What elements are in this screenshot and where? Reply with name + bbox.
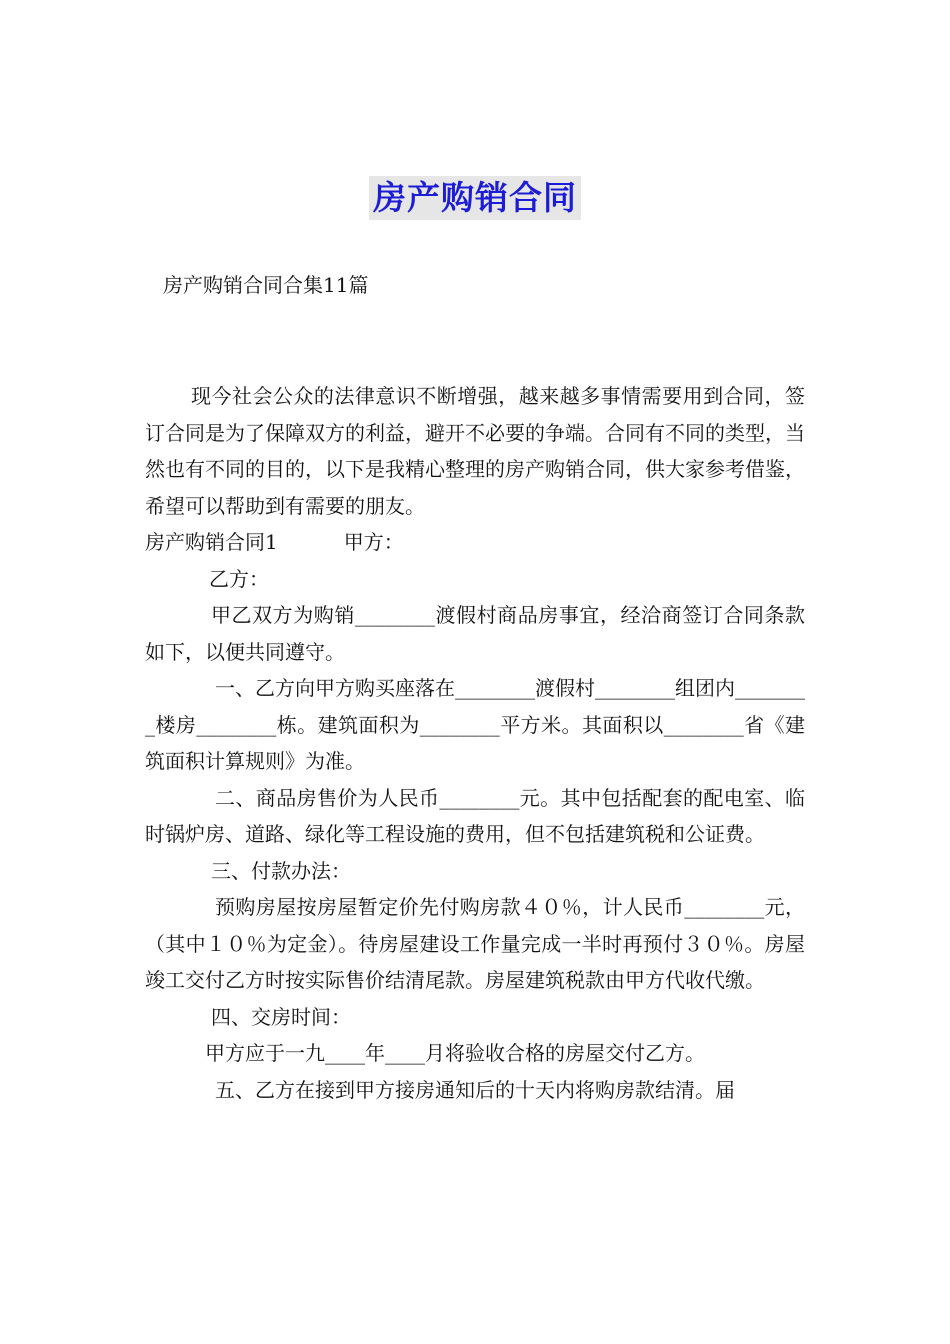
clause-2-paragraph: 二、商品房售价为人民币________元。其中包括配套的配电室、临时锅炉房、道路、绿化等工程设施的费用，但不包括建筑税和公证费。: [145, 785, 805, 846]
clause-4-paragraph: 甲方应于一九____年____月将验收合格的房屋交付乙方。: [205, 1041, 705, 1065]
document-body: [145, 378, 805, 1108]
clause-4-title: 四、交房时间：: [211, 1004, 351, 1029]
contract-heading-line: [145, 524, 805, 561]
party-a-label: 甲方：: [343, 530, 404, 554]
document-title: 房产购销合同: [369, 176, 581, 220]
clause-3-paragraph: 预购房屋按房屋暂定价先付购房款４０％，计人民币________元，（其中１０％为定金）。待房屋建设工作量完成一半时再预付３０％。房屋竣工交付乙方时按实际售价结清尾款。房屋建筑税款由甲方代收代缴。: [145, 895, 805, 992]
clause-5-paragraph: 五、乙方在接到甲方接房通知后的十天内将购房款结清。届: [215, 1077, 735, 1102]
clause-1-paragraph: 一、乙方向甲方购买座落在________渡假村________组团内________楼房________栋。建筑面积为________平方米。其面积以________省《建筑面积计算规则》为准。: [145, 676, 805, 773]
title-wrap: [0, 176, 950, 220]
intro-paragraph: 现今社会公众的法律意识不断增强，越来越多事情需要用到合同，签订合同是为了保障双方的利益，避开不必要的争端。合同有不同的类型，当然也有不同的目的，以下是我精心整理的房产购销合同，供大家参考借鉴，希望可以帮助到有需要的朋友。: [145, 384, 805, 518]
clause-3-title: 三、付款办法：: [211, 858, 351, 883]
contract-heading: 房产购销合同1: [145, 530, 278, 554]
document-subtitle: 房产购销合同合集11篇: [163, 273, 369, 297]
party-b-label: 乙方：: [209, 566, 269, 591]
preamble-paragraph: 甲乙双方为购销________渡假村商品房事宜，经洽商签订合同条款如下，以便共同遵守。: [145, 603, 805, 664]
